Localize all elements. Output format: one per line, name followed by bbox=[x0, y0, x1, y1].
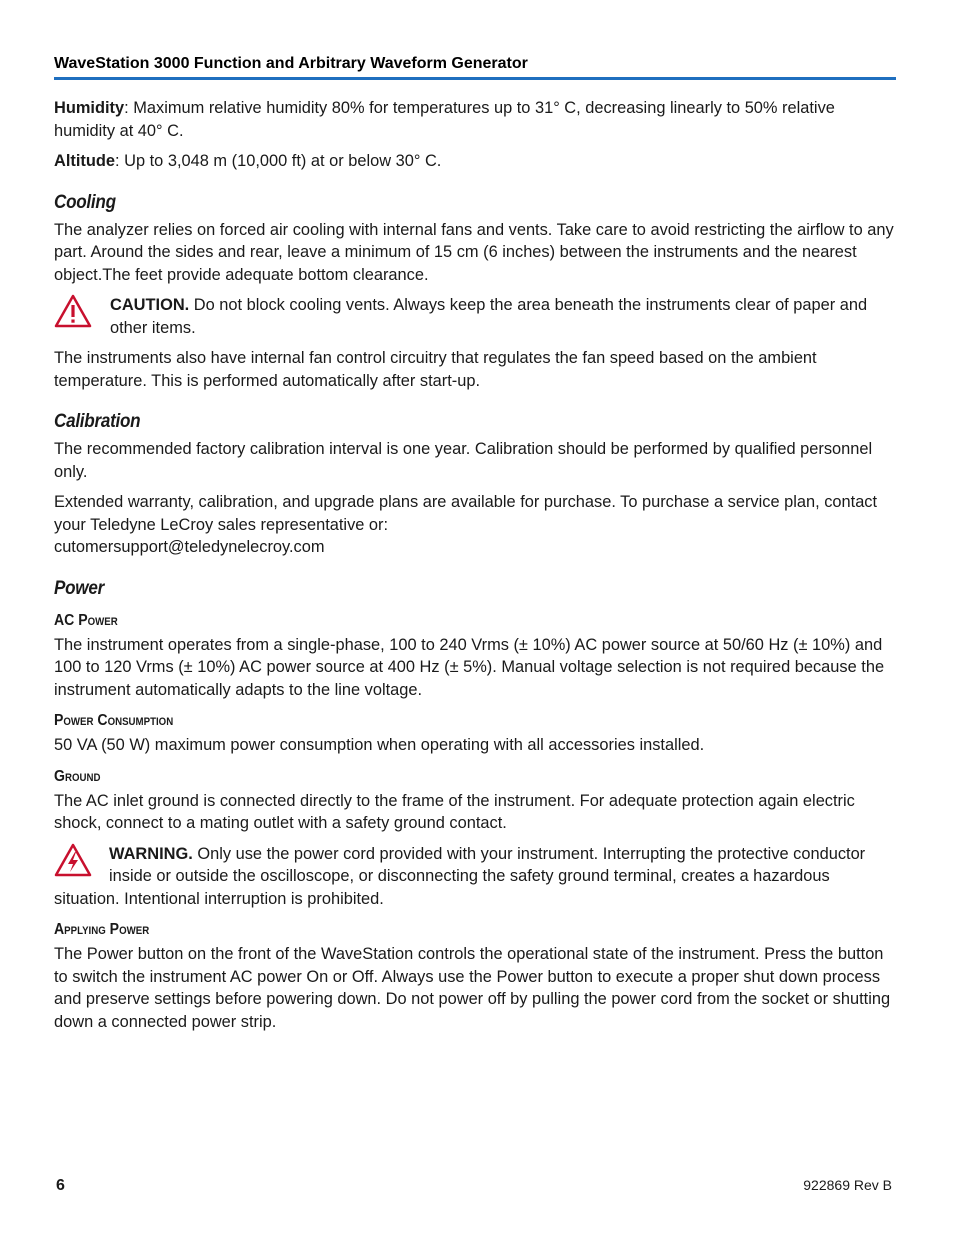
ground-paragraph: The AC inlet ground is connected directly to the frame of the instrument. For adequate protection again electric shock, connect to a mating outlet with a safety ground contact. bbox=[54, 791, 855, 832]
caution-notice bbox=[54, 294, 896, 339]
support-email[interactable]: cutomersupport@teledynelecroy.com bbox=[54, 538, 325, 556]
power-consumption-heading: Power Consumption bbox=[54, 712, 174, 729]
cooling-paragraph-1: The analyzer relies on forced air cooling with internal fans and vents. Take care to avoid restricting the airflow to any part. Around the sides and rear, leave a minimum of 15 cm (6 inches) between the instruments and the nearest object.The feet provide adequate bottom clearance. bbox=[54, 220, 894, 284]
ac-power-paragraph: The instrument operates from a single-phase, 100 to 240 Vrms (± 10%) AC power source at 50/60 Hz (± 10%) and 100 to 120 Vrms (± 10%) AC power source at 400 Hz (± 5%). Manual voltage selection is not required because the instrument automatically adapts to the line voltage. bbox=[54, 635, 885, 699]
caution-label: CAUTION. bbox=[110, 296, 190, 314]
electrical-hazard-triangle-icon bbox=[54, 843, 92, 877]
calibration-heading: Calibration bbox=[54, 411, 141, 432]
humidity-text: : Maximum relative humidity 80% for temperatures up to 31° C, decreasing linearly to 50% relative humidity at 40° C. bbox=[54, 99, 835, 140]
power-heading: Power bbox=[54, 577, 104, 599]
page-content bbox=[54, 97, 896, 1041]
applying-power-paragraph: The Power button on the front of the WaveStation controls the operational state of the instrument. Press the button to switch the instrument AC power On or Off. Always use the Power button to execute a proper shut down process and preserve settings before powering down. Do not power off by pulling the power cord from the socket or shutting down a connected power strip. bbox=[54, 945, 891, 1031]
warning-text: Only use the power cord provided with your instrument. Interrupting the protective conductor inside or outside the oscilloscope, or disconnecting the safety ground terminal, creates a hazardous situation. Intentional interruption is prohibited. bbox=[54, 844, 866, 908]
calibration-paragraph-2-text: Extended warranty, calibration, and upgrade plans are available for purchase. To purchase a service plan, contact your Teledyne LeCroy sales representative or: bbox=[54, 493, 878, 534]
ac-power-heading: AC Power bbox=[54, 611, 118, 629]
altitude-text: : Up to 3,048 m (10,000 ft) at or below 30° C. bbox=[115, 152, 442, 170]
calibration-paragraph-1: The recommended factory calibration interval is one year. Calibration should be performed by qualified personnel only. bbox=[54, 440, 873, 481]
altitude-paragraph bbox=[54, 150, 896, 173]
warning-label: WARNING. bbox=[109, 844, 193, 863]
altitude-label: Altitude bbox=[54, 152, 116, 170]
page-header bbox=[54, 54, 896, 80]
humidity-label: Humidity bbox=[54, 99, 125, 117]
humidity-paragraph bbox=[54, 97, 896, 142]
caution-text: Do not block cooling vents. Always keep the area beneath the instruments clear of paper and other items. bbox=[110, 296, 868, 337]
page-number: 6 bbox=[56, 1177, 65, 1194]
page-header-title: WaveStation 3000 Function and Arbitrary Waveform Generator bbox=[54, 55, 528, 72]
applying-power-heading: Applying Power bbox=[54, 921, 150, 938]
calibration-paragraph-2 bbox=[54, 491, 896, 559]
warning-notice bbox=[54, 843, 896, 911]
cooling-paragraph-2: The instruments also have internal fan control circuitry that regulates the fan speed based on the ambient temperature. This is performed automatically after start-up. bbox=[54, 349, 817, 390]
caution-triangle-icon bbox=[54, 294, 92, 328]
power-consumption-paragraph: 50 VA (50 W) maximum power consumption when operating with all accessories installed. bbox=[54, 736, 705, 754]
cooling-heading: Cooling bbox=[54, 191, 116, 213]
document-id: 922869 Rev B bbox=[803, 1177, 892, 1193]
ground-heading: Ground bbox=[54, 767, 101, 785]
